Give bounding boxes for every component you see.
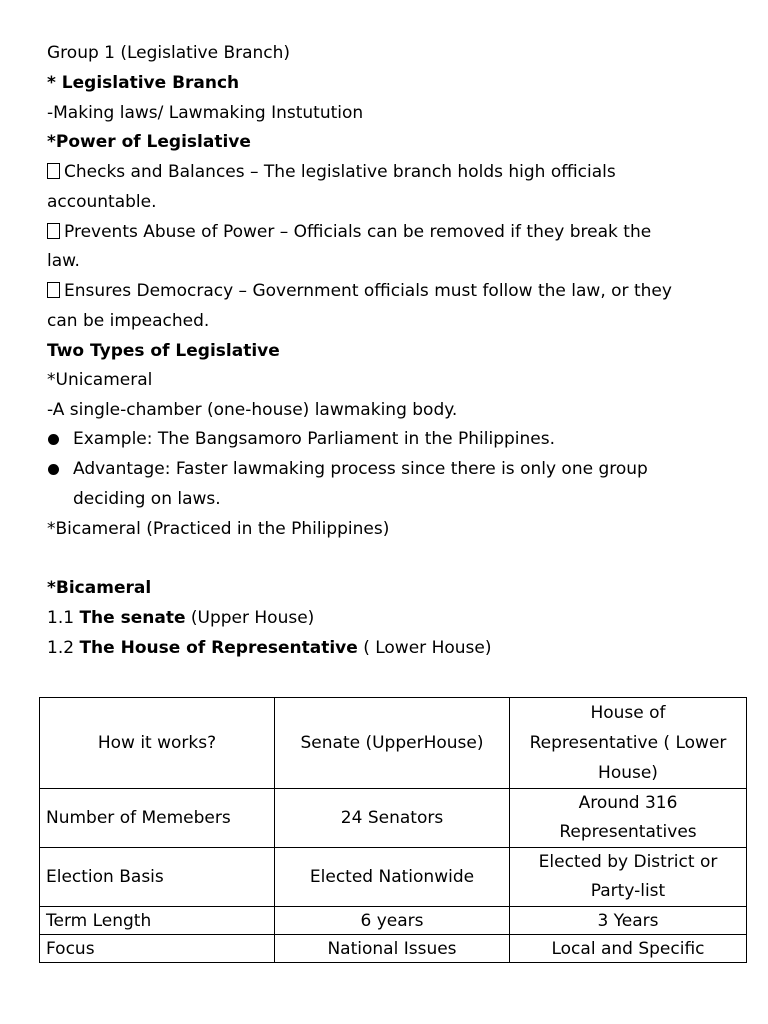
house-item: 1.2 The House of Representative ( Lower House) — [47, 638, 492, 658]
unicameral-advantage: Advantage: Faster lawmaking process since there is only one group — [73, 459, 648, 479]
bicameral-practiced: *Bicameral (Practiced in the Philippines) — [47, 519, 390, 539]
table-cell: Term Length — [40, 907, 275, 935]
legislative-definition: -Making laws/ Lawmaking Instutution — [47, 103, 364, 123]
comparison-table — [39, 697, 747, 963]
heading-legislative-branch: * Legislative Branch — [47, 73, 240, 93]
table-row — [40, 789, 747, 848]
table-cell: Focus — [40, 935, 275, 963]
table-header-cell: How it works? — [40, 698, 275, 789]
table-cell: Elected by District or Party-list — [510, 848, 747, 907]
missing-glyph-icon — [47, 223, 60, 239]
power-item-abuse: Prevents Abuse of Power – Officials can be removed if they break the — [47, 221, 651, 243]
table-header-cell: Senate (UpperHouse) — [275, 698, 510, 789]
table-row — [40, 848, 747, 907]
heading-power: *Power of Legislative — [47, 132, 251, 152]
table-cell: Elected Nationwide — [275, 848, 510, 907]
table-cell: Election Basis — [40, 848, 275, 907]
senate-item: 1.1 The senate (Upper House) — [47, 608, 315, 628]
table-cell: Number of Memebers — [40, 789, 275, 848]
table-cell: Local and Specific — [510, 935, 747, 963]
power-item-checks: Checks and Balances – The legislative branch holds high officials — [47, 161, 616, 183]
power-item-checks-cont: accountable. — [47, 192, 157, 212]
missing-glyph-icon — [47, 282, 60, 298]
table-cell: Around 316 Representatives — [510, 789, 747, 848]
table-header-cell: House of Representative ( Lower House) — [510, 698, 747, 789]
heading-bicameral: *Bicameral — [47, 578, 152, 598]
group-title: Group 1 (Legislative Branch) — [47, 43, 291, 63]
missing-glyph-icon — [47, 163, 60, 179]
unicameral-advantage-cont: deciding on laws. — [73, 489, 221, 509]
table-row — [40, 935, 747, 963]
power-item-democracy-cont: can be impeached. — [47, 311, 210, 331]
table-row — [40, 907, 747, 935]
bullet-icon — [48, 434, 59, 445]
table-cell: 3 Years — [510, 907, 747, 935]
table-cell: 6 years — [275, 907, 510, 935]
power-item-democracy: Ensures Democracy – Government officials must follow the law, or they — [47, 280, 672, 302]
unicameral-description: -A single-chamber (one-house) lawmaking body. — [47, 400, 458, 420]
power-item-abuse-cont: law. — [47, 251, 80, 271]
table-cell: 24 Senators — [275, 789, 510, 848]
heading-two-types: Two Types of Legislative — [47, 341, 280, 361]
unicameral-example: Example: The Bangsamoro Parliament in the Philippines. — [73, 429, 556, 449]
unicameral-label: *Unicameral — [47, 370, 153, 390]
table-header-row — [40, 698, 747, 789]
table-cell: National Issues — [275, 935, 510, 963]
bullet-icon — [48, 464, 59, 475]
